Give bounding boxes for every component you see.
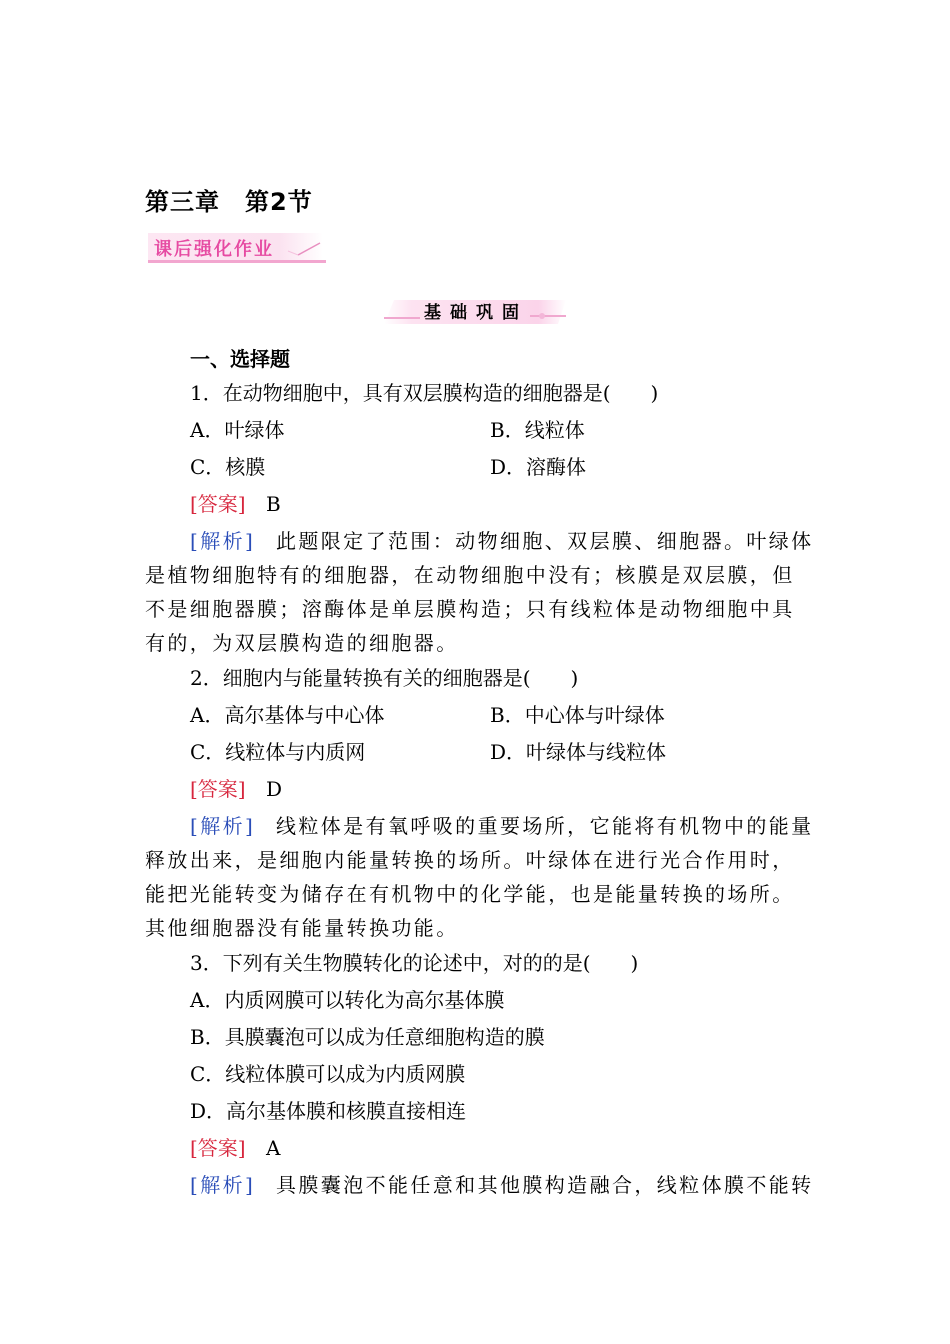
answer-value: A xyxy=(265,1136,281,1160)
option-d: D．高尔基体膜和核膜直接相连 xyxy=(190,1099,467,1123)
answer-label: [答案] xyxy=(190,777,246,801)
option-a: A．高尔基体与中心体 xyxy=(190,703,385,727)
question-stem: 1．在动物细胞中，具有双层膜构造的细胞器是( ) xyxy=(190,381,659,405)
option-c: C．线粒体与内质网 xyxy=(190,740,366,764)
banner-label: 课后强化作业 xyxy=(154,239,274,260)
answer-label: [答案] xyxy=(190,1136,246,1160)
explain-line: 能把光能转变为储存在有机物中的化学能，也是能量转换的场所。 xyxy=(145,882,795,906)
explain-line: 释放出来，是细胞内能量转换的场所。叶绿体在进行光合作用时， xyxy=(145,848,795,872)
option-b: B．中心体与叶绿体 xyxy=(490,703,665,727)
explain-line: 不是细胞器膜；溶酶体是单层膜构造；只有线粒体是动物细胞中具 xyxy=(145,597,795,621)
explain-label: [解析] xyxy=(190,529,256,553)
explain-line: 具膜囊泡不能任意和其他膜构造融合，线粒体膜不能转 xyxy=(275,1173,814,1197)
option-d: D．叶绿体与线粒体 xyxy=(490,740,667,764)
explain-line: 其他细胞器没有能量转换功能。 xyxy=(145,916,459,940)
explain-line: 线粒体是有氧呼吸的重要场所，它能将有机物中的能量 xyxy=(275,814,814,838)
option-b: B．线粒体 xyxy=(490,418,585,442)
section-banner xyxy=(380,296,572,328)
explain-line: 此题限定了范围：动物细胞、双层膜、细胞器。叶绿体 xyxy=(275,529,814,553)
homework-banner xyxy=(148,231,328,267)
answer-row xyxy=(190,776,282,802)
explain-label: [解析] xyxy=(190,814,256,838)
option-a: A．内质网膜可以转化为高尔基体膜 xyxy=(190,988,505,1012)
explain-line: 有的，为双层膜构造的细胞器。 xyxy=(145,631,459,655)
explain-label: [解析] xyxy=(190,1173,256,1197)
option-a: A．叶绿体 xyxy=(190,418,285,442)
section-title: 基础巩固 xyxy=(424,303,528,323)
explain-row xyxy=(190,813,814,839)
answer-row xyxy=(190,1135,280,1161)
question-stem: 2．细胞内与能量转换有关的细胞器是( ) xyxy=(190,666,579,690)
answer-row xyxy=(190,491,281,517)
answer-value: D xyxy=(265,777,283,801)
part-heading: 一、选择题 xyxy=(190,347,290,371)
option-b: B．具膜囊泡可以成为任意细胞构造的膜 xyxy=(190,1025,545,1049)
question-stem: 3．下列有关生物膜转化的论述中，对的的是( ) xyxy=(190,951,639,975)
option-c: C．线粒体膜可以成为内质网膜 xyxy=(190,1062,466,1086)
option-c: C．核膜 xyxy=(190,455,266,479)
explain-row xyxy=(190,528,814,554)
page-title: 第三章 第2节 xyxy=(145,188,313,216)
answer-value: B xyxy=(265,492,281,516)
answer-label: [答案] xyxy=(190,492,246,516)
explain-row xyxy=(190,1172,814,1198)
option-d: D．溶酶体 xyxy=(490,455,587,479)
explain-line: 是植物细胞特有的细胞器，在动物细胞中没有；核膜是双层膜，但 xyxy=(145,563,795,587)
